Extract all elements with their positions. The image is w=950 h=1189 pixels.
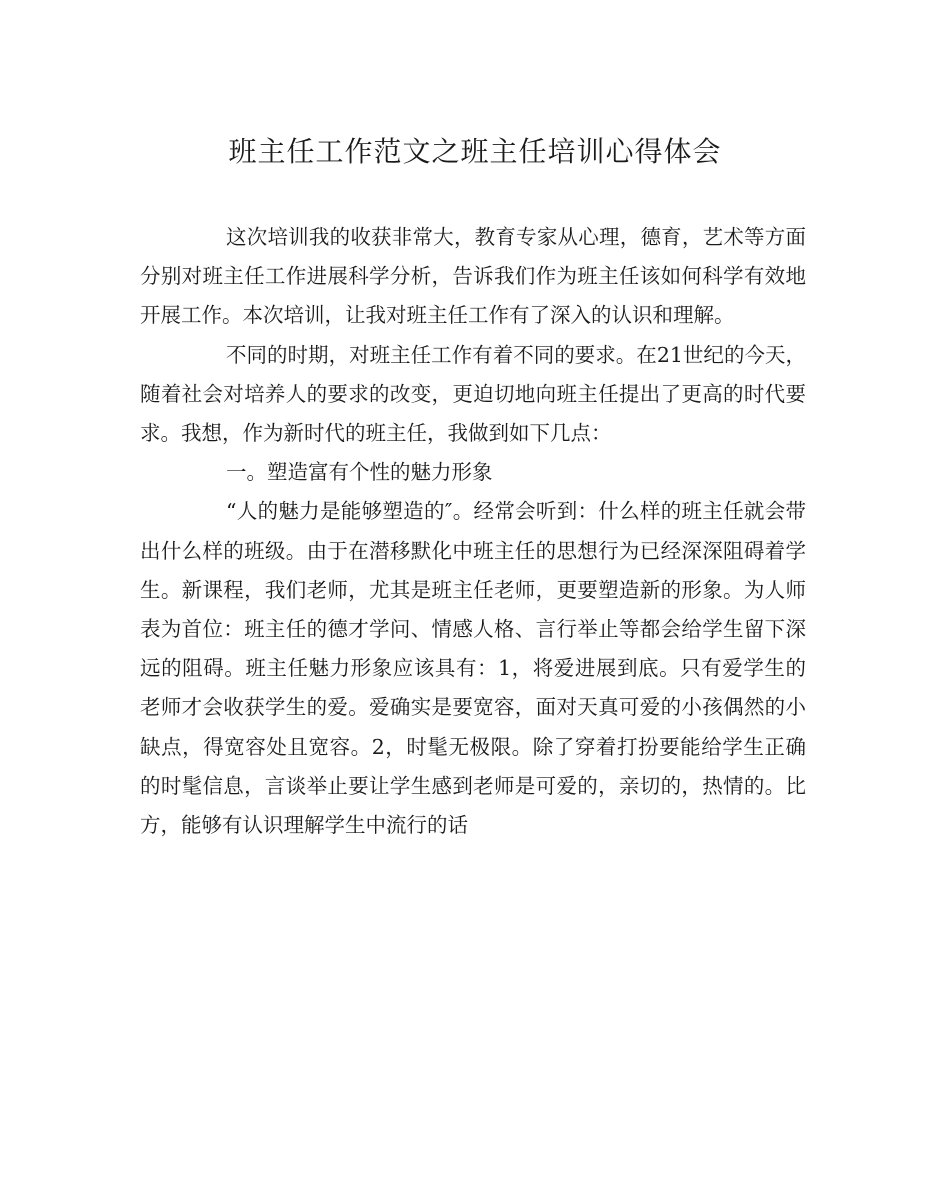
document-title: 班主任工作范文之班主任培训心得体会 [228, 135, 722, 168]
paragraph-2: 不同的时期，对班主任工作有着不同的要求。在21世纪的今天，随着社会对培养人的要求的改变，更迫切地向班主任提出了更高的时代要求。我想，作为新时代的班主任，我做到如下几点： [140, 342, 806, 446]
paragraph-3: “人的魅力是能够塑造的″。经常会听到：什么样的班主任就会带出什么样的班级。由于在潜移默化中班主任的思想行为已经深深阻碍着学生。新课程，我们老师，尤其是班主任老师，更要塑造新的形象。为人师表为首位：班主任的德才学问、情感人格、言行举止等都会给学生留下深远的阻碍。班主任魅力形象应该具有：1，将爱进展到底。只有爱学生的老师才会收获学生的爱。爱确实是要宽容，面对天真可爱的小孩偶然的小缺点，得宽容处且宽容。2，时髦无极限。除了穿着打扮要能给学生正确的时髦信息，言谈举止要让学生感到老师是可爱的，亲切的，热情的。比方，能够有认识理解学生中流行的话 [140, 499, 806, 838]
paragraph-1: 这次培训我的收获非常大，教育专家从心理，德育，艺术等方面分别对班主任工作进展科学分析，告诉我们作为班主任该如何科学有效地开展工作。本次培训，让我对班主任工作有了深入的认识和理解。 [140, 225, 806, 328]
document-body [140, 218, 806, 845]
section-heading-1: 一。塑造富有个性的魅力形象 [226, 460, 493, 485]
